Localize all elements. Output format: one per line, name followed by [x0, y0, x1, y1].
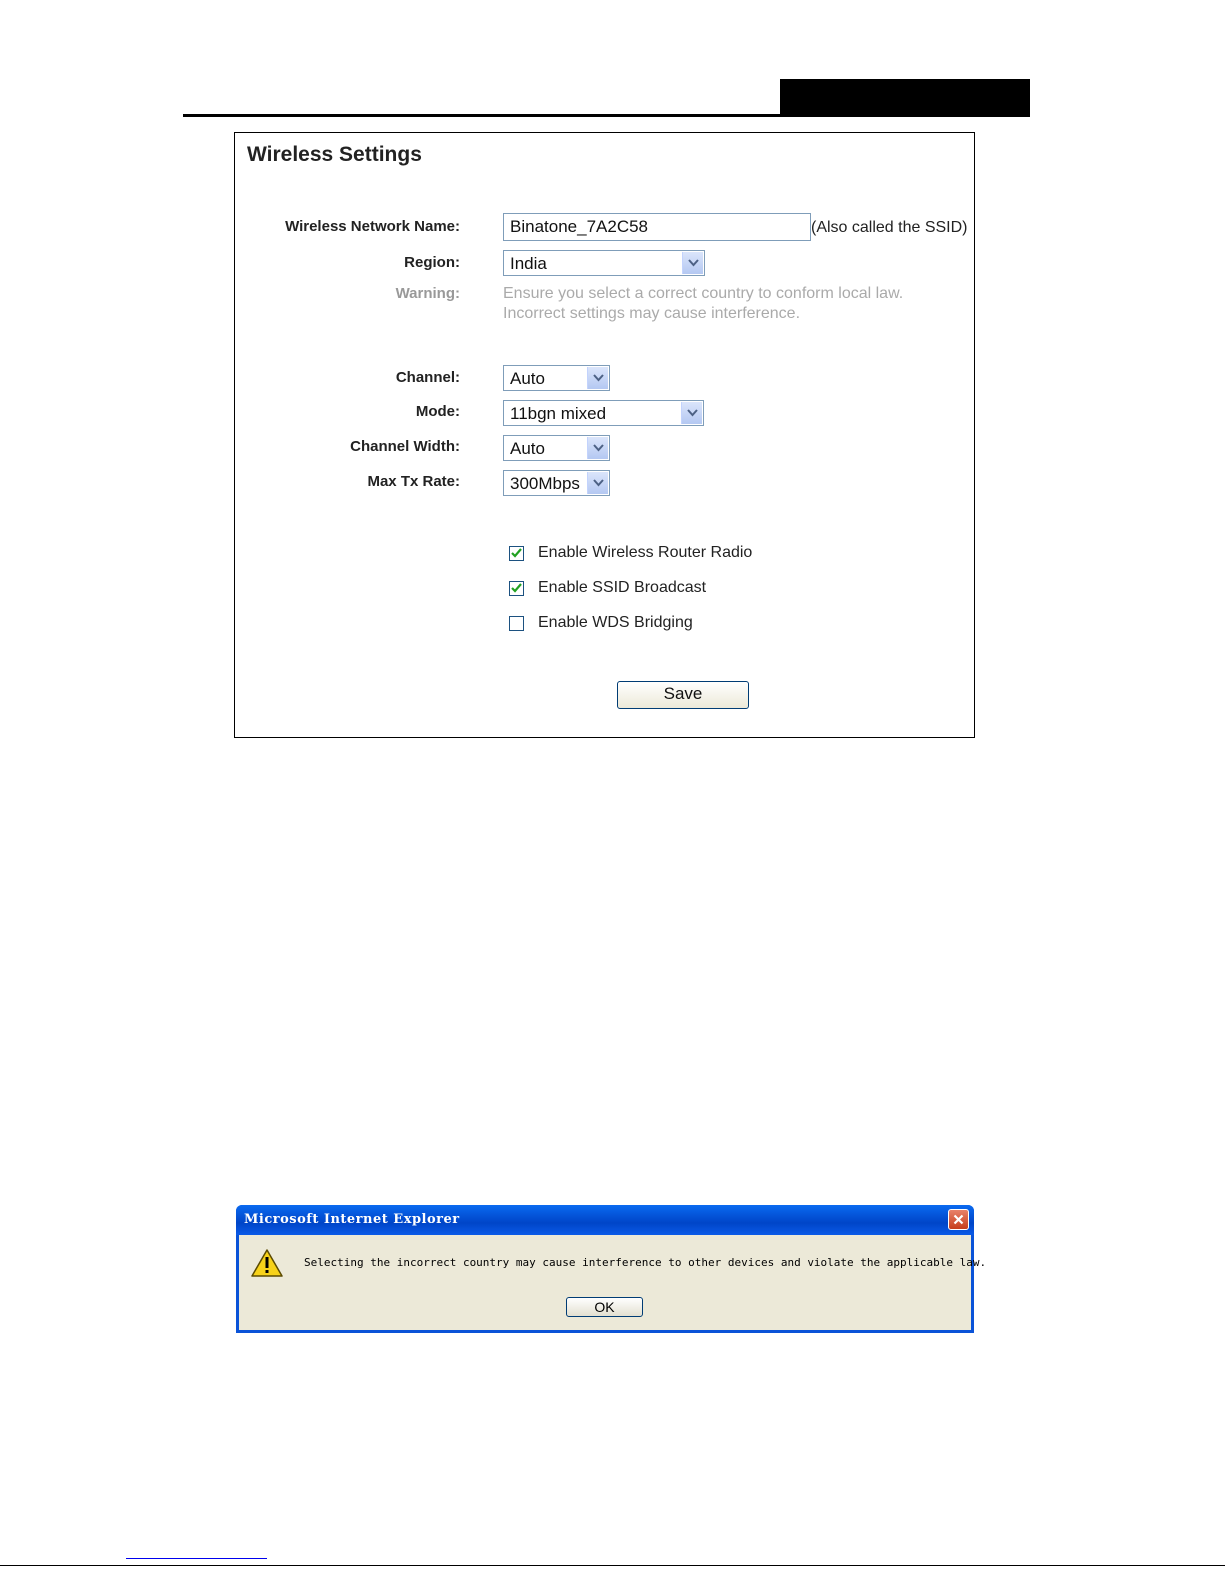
mode-label: Mode: [415, 403, 460, 420]
ie-alert-dialog [236, 1205, 987, 1333]
dialog-message: Selecting the incorrect country may cause interference to other devices and violate the applicable law. [304, 1256, 987, 1269]
channel-width-label: Channel Width: [350, 438, 460, 455]
warning-text [503, 284, 903, 324]
save-button[interactable]: Save [617, 681, 749, 709]
region-select[interactable] [503, 250, 705, 276]
header-block [780, 79, 1030, 115]
ok-button[interactable]: OK [566, 1297, 643, 1317]
channel-label: Channel: [395, 369, 460, 386]
wireless-settings-panel [234, 132, 975, 738]
warning-line-2: Incorrect settings may cause interference. [503, 305, 801, 322]
header-rule [183, 114, 1030, 117]
warning-line-1: Ensure you select a correct country to conform local law. [503, 285, 904, 302]
enable-radio-checkbox[interactable] [509, 546, 524, 561]
warning-icon [250, 1248, 284, 1278]
max-tx-rate-label: Max Tx Rate: [367, 473, 460, 490]
enable-ssid-broadcast-row[interactable] [509, 579, 706, 597]
max-tx-rate-value: 300Mbps [510, 474, 580, 493]
enable-wds-checkbox[interactable] [509, 616, 524, 631]
chevron-down-icon[interactable] [682, 252, 703, 274]
mode-select[interactable] [503, 400, 704, 426]
region-value: India [510, 254, 547, 273]
dialog-title: Microsoft Internet Explorer [244, 1212, 460, 1227]
channel-width-select[interactable] [503, 435, 610, 461]
channel-select[interactable] [503, 365, 610, 391]
channel-value: Auto [510, 369, 545, 388]
chevron-down-icon[interactable] [587, 367, 608, 389]
chevron-down-icon[interactable] [587, 437, 608, 459]
enable-radio-row[interactable] [509, 544, 752, 562]
max-tx-rate-select[interactable] [503, 470, 610, 496]
chevron-down-icon[interactable] [587, 472, 608, 494]
dialog-body [239, 1235, 987, 1330]
mode-value: 11bgn mixed [510, 404, 607, 423]
enable-ssid-broadcast-label: Enable SSID Broadcast [538, 579, 707, 596]
ssid-hint: (Also called the SSID) [811, 219, 968, 236]
region-label: Region: [404, 254, 460, 271]
close-button[interactable] [948, 1209, 969, 1230]
network-name-input[interactable] [503, 213, 811, 241]
channel-width-value: Auto [510, 439, 545, 458]
dialog-titlebar[interactable] [236, 1205, 974, 1235]
enable-ssid-broadcast-checkbox[interactable] [509, 581, 524, 596]
page-title: Wireless Settings [247, 143, 422, 166]
warning-label: Warning: [395, 285, 460, 302]
network-name-label: Wireless Network Name: [285, 218, 460, 235]
enable-radio-label: Enable Wireless Router Radio [538, 544, 753, 561]
footer-rule [0, 1565, 1225, 1566]
chevron-down-icon[interactable] [681, 402, 702, 424]
footer-link-underline[interactable] [126, 1558, 267, 1559]
enable-wds-label: Enable WDS Bridging [538, 614, 693, 631]
close-icon [953, 1214, 964, 1225]
enable-wds-row[interactable] [509, 614, 693, 632]
